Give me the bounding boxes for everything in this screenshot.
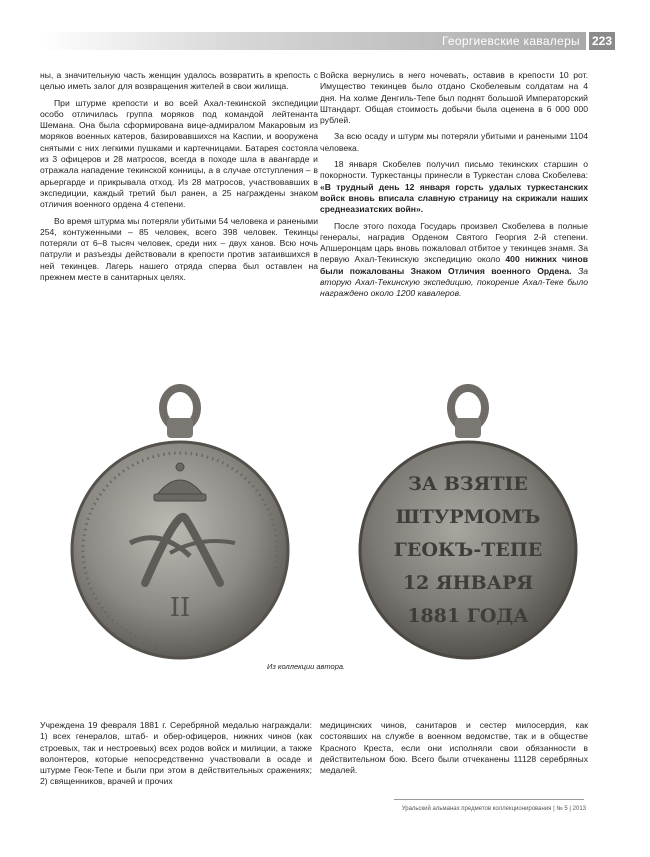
paragraph: ны, а значительную часть женщин удалось возвратить в крепость с целью иметь залог для возвращения жителей в свои жилища. (40, 70, 318, 92)
footer-rule (394, 799, 584, 800)
medal-text-line: ГЕОКЪ-ТЕПЕ (393, 539, 543, 561)
quote-bold: «В трудный день 12 января горсть удалых туркестанских войск вновь вписала славную страницу на скрижали наших среднеазиатских войн». (320, 181, 588, 215)
section-title: Георгиевские кавалеры (441, 34, 580, 48)
award-italic: За вторую Ахал-Текинскую экспедицию, покорение Ахал-Теке было награждено около 1200 кавалеров. (320, 265, 589, 299)
medal-reverse (338, 378, 598, 668)
left-column (40, 70, 318, 288)
paragraph (320, 221, 588, 300)
paragraph: Учреждена 19 февраля 1881 г. Серебряной медалью награждали: 1) всех генералов, штаб- и обер-офицеров, нижних чинов (как строевых, так и нестроевых) всех родов войск и милиции, а также волонтеров, которые непосредственно участвовали в осаде и штурме Геок-Тепе и были при этом в действительных сражениях; 2) священников, врачей и прочих (40, 720, 312, 787)
image-caption: Из коллекции автора. (267, 662, 346, 671)
medal-text-line: ШТУРМОМЪ (395, 506, 541, 528)
paragraph: За всю осаду и штурм мы потеряли убитыми и ранеными 1104 человека. (320, 131, 588, 153)
page-number: 223 (589, 32, 615, 50)
medal-text-line: 1881 ГОДА (407, 605, 529, 627)
right-column (320, 70, 588, 305)
text-run: После этого похода Государь произвел Скобелева в полные генералы, наградив Орденом Святого Георгия 2-й степени. Апшеронцам царь вновь пожаловал отбитое у текинцев знамя. За первую Ахал-Текинскую экспедицию около (320, 220, 588, 265)
paragraph: При штурме крепости и во всей Ахал-текинской экспедиции особо отличилась группа моряков под командой лейтенанта Шемана. Она была сформирована вице-адмиралом Макаровым из моряков военных катеров, базировавшихся на Каспии, и вооружена снятыми с них легкими пушками и картечницами. Батарея состояла из 3 офицеров и 28 матросов, всегда в походе шла в авангарде и отражала нападение текинской конницы, а в случае отступления – в арьергарде и прикрывала отход. Из 28 матросов, участвовавших в экспедиции, каждый третий был ранен, а 25 награждены знаком отличия военного ордена 4 степени. (40, 97, 318, 210)
medal-text-line: 12 ЯНВАРЯ (402, 572, 534, 594)
medal-reverse-image (338, 378, 598, 663)
medal-obverse (50, 378, 310, 668)
bottom-left-text (40, 720, 312, 793)
paragraph: Во время штурма мы потеряли убитыми 54 человека и ранеными 254, контуженными – 85 человек, всего 398 человек. Текинцы потеряли от 6–8 тысяч человек, среди них – двух ханов. Всю ночь патрули и разъезды действовали в крепости против затаившихся в ней текинцев. Лагерь нашего отряда сперва был оставлен на прежнем месте в санитарных целях. (40, 215, 318, 283)
text-run: 18 января Скобелев получил письмо текинских старшин о покорности. Туркестанцы принесли в Туркестан слова Скобелева: (320, 159, 588, 181)
award-bold: 400 нижних чинов были пожалованы Знаком Отличия военного Ордена. (320, 254, 588, 276)
bottom-right-text (320, 720, 588, 781)
medal-numeral: II (169, 593, 191, 623)
paragraph: медицинских чинов, санитаров и сестер милосердия, как состоявших на службе в военном ведомстве, так и в обществе Красного Креста, если они исполняли свои обязанности в действительном бою. Всего были отчеканены 11128 серебряных медалей. (320, 720, 588, 776)
paragraph: Войска вернулись в него ночевать, оставив в крепости 10 рот. Имущество текинцев было отдано Скобелевым солдатам на 4 дня. На холме Денгиль-Тепе был поднят большой Императорский Штандарт. Общая стоимость добычи была оценена в 6 000 000 рублей. (320, 70, 588, 126)
paragraph (320, 159, 588, 215)
medal-obverse-image (50, 378, 310, 663)
footer-text: Уральский альманах предметов коллекционирования | № 5 | 2013 (401, 806, 586, 812)
medal-text-line: ЗА ВЗЯТIЕ (408, 473, 528, 495)
